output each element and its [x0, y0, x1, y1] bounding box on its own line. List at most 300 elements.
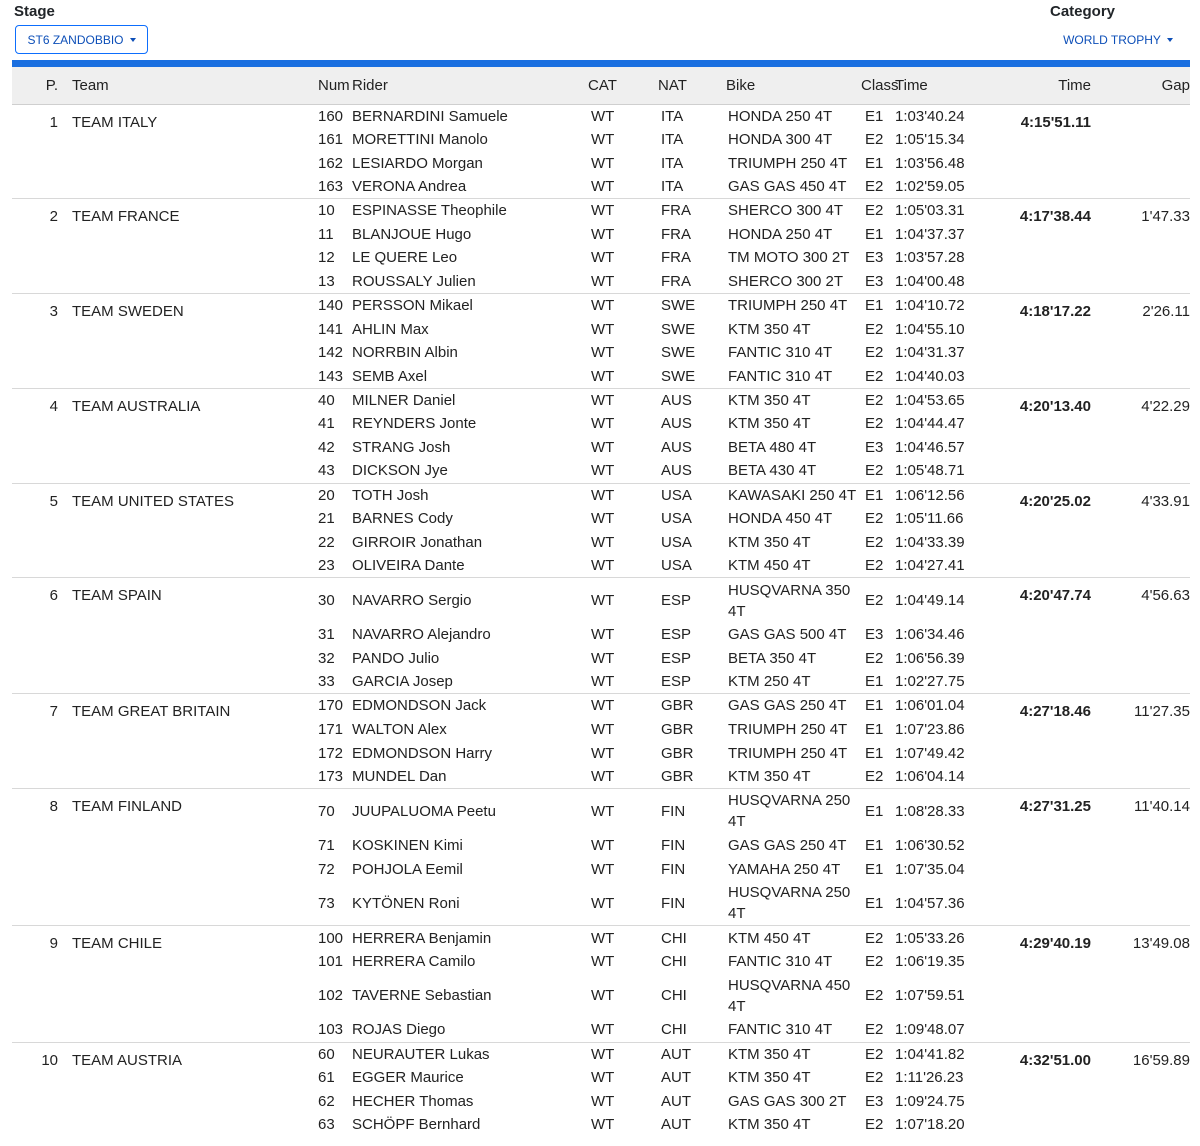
- rider-nationality: SWE: [661, 367, 696, 385]
- team-position: 2: [49, 208, 58, 226]
- rider-time: 1:06'19.35: [895, 952, 965, 970]
- rider-number: 22: [318, 533, 335, 551]
- team-gap: 2'26.11: [1142, 303, 1190, 320]
- rider-time: 1:03'57.28: [895, 249, 965, 267]
- table-row: [12, 926, 1190, 950]
- rider-class: E2: [865, 367, 884, 385]
- rider-number: 143: [318, 367, 344, 385]
- rider-number: 30: [318, 592, 335, 609]
- team-position: 6: [49, 587, 58, 605]
- col-header-nat: NAT: [658, 76, 687, 94]
- stage-label: Stage: [14, 3, 55, 20]
- rider-time: 1:04'53.65: [895, 391, 965, 409]
- rider-time: 1:04'57.36: [895, 894, 965, 912]
- rider-nationality: ESP: [661, 592, 692, 609]
- team-time: 4:17'38.44: [1019, 208, 1091, 226]
- rider-time: 1:03'40.24: [895, 107, 965, 125]
- rider-name: DICKSON Jye: [352, 462, 448, 480]
- team-position: 4: [49, 397, 58, 415]
- rider-class: E2: [865, 1045, 884, 1063]
- rider-bike: HUSQVARNA 250 4T: [728, 884, 851, 923]
- rider-category: WT: [591, 367, 615, 385]
- rider-category: WT: [591, 836, 615, 854]
- rider-nationality: AUT: [661, 1045, 691, 1063]
- rider-number: 101: [318, 952, 344, 970]
- rider-name: HECHER Thomas: [352, 1092, 474, 1110]
- rider-bike: FANTIC 310 4T: [728, 367, 833, 385]
- rider-nationality: GBR: [661, 720, 694, 738]
- rider-bike: KTM 250 4T: [728, 673, 811, 691]
- rider-number: 100: [318, 929, 344, 947]
- rider-name: LE QUERE Leo: [352, 249, 458, 267]
- team-time: 4:32'51.00: [1019, 1051, 1091, 1069]
- rider-category: WT: [591, 297, 615, 315]
- rider-bike: GAS GAS 450 4T: [728, 178, 847, 196]
- rider-bike: BETA 430 4T: [728, 462, 817, 480]
- rider-bike: BETA 350 4T: [728, 649, 817, 667]
- team-time: 4:20'13.40: [1019, 397, 1091, 415]
- rider-number: 42: [318, 438, 335, 456]
- rider-time: 1:02'59.05: [895, 178, 965, 196]
- rider-class: E2: [865, 987, 884, 1005]
- rider-category: WT: [591, 486, 615, 504]
- rider-nationality: AUT: [661, 1069, 691, 1087]
- rider-time: 1:04'40.03: [895, 367, 965, 385]
- rider-class: E2: [865, 592, 884, 609]
- rider-class: E1: [865, 894, 884, 912]
- rider-number: 62: [318, 1092, 335, 1110]
- rider-name: ESPINASSE Theophile: [352, 202, 507, 220]
- rider-nationality: FRA: [661, 225, 691, 243]
- rider-time: 1:04'37.37: [895, 225, 965, 243]
- rider-name: PANDO Julio: [352, 649, 440, 667]
- rider-nationality: ESP: [661, 673, 692, 691]
- team-position: 1: [49, 113, 58, 131]
- rider-time: 1:08'28.33: [895, 802, 965, 820]
- rider-name: TOTH Josh: [352, 486, 429, 504]
- team-gap: 1'47.33: [1141, 208, 1190, 226]
- rider-nationality: FIN: [661, 802, 686, 820]
- team-name: TEAM UNITED STATES: [72, 492, 234, 510]
- rider-bike: KTM 350 4T: [728, 767, 811, 785]
- rider-nationality: USA: [661, 533, 692, 551]
- rider-number: 170: [318, 697, 344, 715]
- rider-category: WT: [591, 673, 615, 691]
- results-table-container: [12, 60, 1190, 1137]
- rider-time: 1:04'00.48: [895, 272, 965, 290]
- rider-class: E3: [865, 626, 884, 644]
- rider-nationality: GBR: [661, 697, 694, 715]
- team-position: 8: [49, 798, 58, 816]
- table-accent-bar: [12, 60, 1190, 67]
- team-name: TEAM FRANCE: [72, 208, 180, 226]
- table-row: [12, 1042, 1190, 1066]
- rider-category: WT: [591, 1045, 615, 1063]
- rider-number: 162: [318, 154, 344, 172]
- rider-time: 1:05'03.31: [895, 202, 965, 220]
- rider-time: 1:04'49.14: [895, 592, 965, 609]
- rider-time: 1:07'49.42: [895, 744, 965, 762]
- rider-name: AHLIN Max: [352, 320, 429, 338]
- rider-nationality: USA: [661, 557, 692, 575]
- rider-name: SEMB Axel: [352, 367, 428, 385]
- results-table: [12, 67, 1190, 1137]
- rider-name: BERNARDINI Samuele: [352, 107, 508, 125]
- rider-time: 1:03'56.48: [895, 154, 965, 172]
- rider-category: WT: [591, 533, 615, 551]
- rider-category: WT: [591, 415, 615, 433]
- rider-number: 40: [318, 391, 335, 409]
- rider-category: WT: [591, 860, 615, 878]
- rider-class: E1: [865, 744, 884, 762]
- rider-bike: SHERCO 300 2T: [728, 272, 844, 290]
- col-header-class-time: Time: [895, 76, 928, 94]
- rider-category: WT: [591, 510, 615, 528]
- col-header-gap: Gap: [1161, 76, 1190, 94]
- rider-number: 43: [318, 462, 335, 480]
- rider-category: WT: [591, 697, 615, 715]
- team-time: 4:18'17.22: [1019, 303, 1091, 320]
- rider-nationality: AUS: [661, 391, 692, 409]
- rider-nationality: ESP: [661, 626, 692, 644]
- rider-nationality: FIN: [661, 894, 686, 912]
- rider-nationality: SWE: [661, 344, 696, 362]
- rider-nationality: ESP: [661, 649, 692, 667]
- rider-category: WT: [591, 462, 615, 480]
- rider-name: TAVERNE Sebastian: [352, 987, 492, 1005]
- rider-number: 32: [318, 649, 335, 667]
- rider-time: 1:06'30.52: [895, 836, 965, 854]
- team-time: 4:15'51.11: [1020, 113, 1091, 131]
- rider-time: 1:06'04.14: [895, 767, 965, 785]
- team-gap: 4'33.91: [1141, 492, 1190, 510]
- category-dropdown[interactable]: [1055, 25, 1181, 54]
- rider-class: E3: [865, 272, 884, 290]
- table-row: [12, 694, 1190, 718]
- rider-category: WT: [591, 107, 615, 125]
- rider-nationality: CHI: [661, 929, 687, 947]
- rider-class: E3: [865, 1092, 884, 1110]
- rider-bike: KTM 350 4T: [728, 1045, 811, 1063]
- rider-bike: HONDA 300 4T: [728, 131, 833, 149]
- rider-bike: HUSQVARNA 250 4T: [728, 792, 851, 831]
- rider-category: WT: [591, 131, 615, 149]
- rider-time: 1:06'12.56: [895, 486, 965, 504]
- rider-bike: TRIUMPH 250 4T: [728, 154, 848, 172]
- rider-category: WT: [591, 592, 615, 609]
- rider-class: E2: [865, 415, 884, 433]
- team-time: 4:29'40.19: [1019, 935, 1091, 953]
- rider-time: 1:04'55.10: [895, 320, 965, 338]
- rider-nationality: ITA: [661, 178, 684, 196]
- rider-name: EGGER Maurice: [352, 1069, 464, 1087]
- rider-nationality: FRA: [661, 249, 691, 267]
- rider-bike: HONDA 250 4T: [728, 225, 833, 243]
- rider-number: 172: [318, 744, 344, 762]
- rider-name: MUNDEL Dan: [352, 767, 447, 785]
- caret-down-icon: [1167, 38, 1173, 42]
- rider-number: 33: [318, 673, 335, 691]
- rider-time: 1:06'01.04: [895, 697, 965, 715]
- rider-bike: TRIUMPH 250 4T: [728, 744, 848, 762]
- rider-category: WT: [591, 272, 615, 290]
- rider-category: WT: [591, 1092, 615, 1110]
- rider-time: 1:07'23.86: [895, 720, 965, 738]
- rider-time: 1:07'35.04: [895, 860, 965, 878]
- rider-number: 11: [318, 225, 334, 243]
- team-time: 4:20'47.74: [1019, 587, 1091, 605]
- rider-name: MORETTINI Manolo: [352, 131, 488, 149]
- rider-category: WT: [591, 557, 615, 575]
- rider-class: E2: [865, 1069, 884, 1087]
- rider-name: GARCIA Josep: [352, 673, 453, 691]
- rider-name: HERRERA Camilo: [352, 952, 476, 970]
- rider-bike: KTM 350 4T: [728, 1069, 811, 1087]
- rider-name: STRANG Josh: [352, 438, 451, 456]
- rider-bike: KTM 350 4T: [728, 533, 811, 551]
- rider-nationality: FIN: [661, 860, 686, 878]
- rider-time: 1:02'27.75: [895, 673, 965, 691]
- rider-class: E1: [865, 107, 884, 125]
- rider-number: 73: [318, 894, 335, 912]
- rider-category: WT: [591, 720, 615, 738]
- caret-down-icon: [130, 38, 136, 42]
- rider-name: OLIVEIRA Dante: [352, 557, 465, 575]
- rider-nationality: CHI: [661, 1021, 687, 1039]
- rider-nationality: USA: [661, 486, 692, 504]
- rider-nationality: AUT: [661, 1092, 691, 1110]
- table-row: [12, 483, 1190, 507]
- rider-bike: KAWASAKI 250 4T: [728, 486, 857, 504]
- rider-class: E2: [865, 202, 884, 220]
- rider-class: E1: [865, 486, 884, 504]
- rider-number: 21: [318, 510, 335, 528]
- rider-class: E2: [865, 510, 884, 528]
- rider-bike: KTM 350 4T: [728, 391, 811, 409]
- rider-name: GIRROIR Jonathan: [352, 533, 483, 551]
- rider-class: E2: [865, 1116, 884, 1134]
- rider-category: WT: [591, 626, 615, 644]
- rider-category: WT: [591, 320, 615, 338]
- rider-bike: GAS GAS 250 4T: [728, 697, 847, 715]
- rider-bike: GAS GAS 500 4T: [728, 626, 847, 644]
- rider-number: 10: [318, 202, 335, 220]
- rider-number: 160: [318, 107, 344, 125]
- rider-category: WT: [591, 929, 615, 947]
- rider-category: WT: [591, 249, 615, 267]
- rider-name: POHJOLA Eemil: [352, 860, 463, 878]
- col-header-cat: CAT: [588, 76, 617, 94]
- rider-class: E1: [865, 836, 884, 854]
- rider-number: 63: [318, 1116, 335, 1134]
- rider-number: 31: [318, 626, 335, 644]
- rider-class: E1: [865, 154, 884, 172]
- rider-class: E2: [865, 131, 884, 149]
- rider-class: E2: [865, 533, 884, 551]
- team-time: 4:27'18.46: [1019, 703, 1091, 721]
- rider-nationality: GBR: [661, 767, 694, 785]
- rider-category: WT: [591, 178, 615, 196]
- table-row: [12, 199, 1190, 223]
- rider-category: WT: [591, 344, 615, 362]
- rider-class: E2: [865, 178, 884, 196]
- table-header-row: [12, 67, 1190, 104]
- rider-class: E1: [865, 802, 884, 820]
- rider-category: WT: [591, 894, 615, 912]
- rider-name: REYNDERS Jonte: [352, 415, 477, 433]
- rider-category: WT: [591, 767, 615, 785]
- rider-bike: SHERCO 300 4T: [728, 202, 844, 220]
- rider-name: VERONA Andrea: [352, 178, 467, 196]
- team-position: 7: [49, 703, 58, 721]
- rider-time: 1:04'44.47: [895, 415, 965, 433]
- rider-category: WT: [591, 438, 615, 456]
- team-name: TEAM GREAT BRITAIN: [72, 703, 231, 721]
- rider-time: 1:09'48.07: [895, 1021, 965, 1039]
- rider-class: E1: [865, 225, 884, 243]
- team-time: 4:20'25.02: [1019, 492, 1091, 510]
- rider-name: EDMONDSON Harry: [352, 744, 493, 762]
- rider-class: E1: [865, 673, 884, 691]
- rider-bike: KTM 450 4T: [728, 557, 811, 575]
- rider-bike: KTM 350 4T: [728, 320, 811, 338]
- team-gap: 4'22.29: [1141, 397, 1190, 415]
- rider-number: 72: [318, 860, 335, 878]
- team-position: 10: [41, 1051, 58, 1069]
- rider-bike: KTM 450 4T: [728, 929, 811, 947]
- rider-number: 41: [318, 415, 335, 433]
- rider-time: 1:04'33.39: [895, 533, 965, 551]
- rider-name: ROUSSALY Julien: [352, 272, 476, 290]
- rider-name: WALTON Alex: [352, 720, 447, 738]
- rider-nationality: ITA: [661, 154, 684, 172]
- col-header-pos: P.: [45, 76, 58, 94]
- team-gap: 13'49.08: [1132, 935, 1190, 953]
- rider-number: 140: [318, 297, 344, 315]
- rider-name: NORRBIN Albin: [352, 344, 458, 362]
- col-header-rider: Rider: [352, 76, 388, 94]
- team-position: 9: [49, 935, 58, 953]
- rider-bike: GAS GAS 250 4T: [728, 836, 847, 854]
- rider-time: 1:05'48.71: [895, 462, 965, 480]
- rider-time: 1:07'59.51: [895, 987, 965, 1005]
- rider-category: WT: [591, 802, 615, 820]
- team-name: TEAM ITALY: [72, 113, 158, 131]
- team-position: 5: [49, 492, 58, 510]
- rider-category: WT: [591, 952, 615, 970]
- rider-name: HERRERA Benjamin: [352, 929, 492, 947]
- rider-number: 171: [318, 720, 344, 738]
- rider-name: SCHÖPF Bernhard: [352, 1116, 481, 1134]
- rider-name: MILNER Daniel: [352, 391, 456, 409]
- rider-category: WT: [591, 1069, 615, 1087]
- rider-time: 1:04'46.57: [895, 438, 965, 456]
- rider-name: KOSKINEN Kimi: [352, 836, 463, 854]
- team-gap: 11'40.14: [1134, 798, 1190, 816]
- rider-bike: BETA 480 4T: [728, 438, 817, 456]
- rider-nationality: CHI: [661, 952, 687, 970]
- rider-name: BLANJOUE Hugo: [352, 225, 472, 243]
- rider-number: 71: [318, 836, 335, 854]
- rider-time: 1:04'27.41: [895, 557, 965, 575]
- rider-nationality: FIN: [661, 836, 686, 854]
- rider-name: KYTÖNEN Roni: [352, 894, 460, 912]
- rider-class: E2: [865, 767, 884, 785]
- rider-category: WT: [591, 649, 615, 667]
- rider-name: PERSSON Mikael: [352, 297, 473, 315]
- rider-bike: TM MOTO 300 2T: [728, 249, 850, 267]
- rider-class: E1: [865, 297, 884, 315]
- table-row: [12, 789, 1190, 834]
- col-header-team: Team: [72, 76, 109, 94]
- rider-bike: HUSQVARNA 350 4T: [728, 581, 851, 620]
- rider-nationality: AUS: [661, 438, 692, 456]
- col-header-time: Time: [1058, 76, 1091, 94]
- stage-dropdown-value: ST6 ZANDOBBIO: [27, 32, 124, 47]
- rider-name: NAVARRO Sergio: [352, 592, 472, 609]
- rider-class: E2: [865, 320, 884, 338]
- rider-time: 1:06'56.39: [895, 649, 965, 667]
- rider-number: 103: [318, 1021, 344, 1039]
- rider-nationality: GBR: [661, 744, 694, 762]
- rider-number: 142: [318, 344, 344, 362]
- rider-number: 141: [318, 320, 344, 338]
- rider-nationality: AUT: [661, 1116, 691, 1134]
- rider-bike: KTM 350 4T: [728, 415, 811, 433]
- rider-time: 1:06'34.46: [895, 626, 965, 644]
- rider-category: WT: [591, 154, 615, 172]
- rider-number: 173: [318, 767, 344, 785]
- team-gap: 4'56.63: [1141, 587, 1190, 605]
- rider-nationality: ITA: [661, 107, 684, 125]
- table-row: [12, 578, 1190, 623]
- rider-bike: TRIUMPH 250 4T: [728, 720, 848, 738]
- rider-name: LESIARDO Morgan: [352, 154, 483, 172]
- rider-class: E1: [865, 720, 884, 738]
- rider-number: 102: [318, 987, 344, 1005]
- table-row: [12, 104, 1190, 128]
- rider-nationality: SWE: [661, 320, 696, 338]
- team-name: TEAM SPAIN: [72, 587, 162, 605]
- rider-nationality: FRA: [661, 202, 691, 220]
- rider-category: WT: [591, 1116, 615, 1134]
- rider-bike: FANTIC 310 4T: [728, 344, 833, 362]
- rider-class: E2: [865, 1021, 884, 1039]
- col-header-num: Num: [318, 76, 350, 94]
- rider-time: 1:05'11.66: [895, 510, 964, 528]
- rider-name: JUUPALUOMA Peetu: [352, 802, 496, 820]
- team-position: 3: [49, 303, 58, 320]
- team-time: 4:27'31.25: [1019, 798, 1091, 816]
- rider-time: 1:04'10.72: [895, 297, 965, 315]
- rider-nationality: CHI: [661, 987, 687, 1005]
- stage-dropdown[interactable]: [15, 25, 148, 54]
- rider-nationality: AUS: [661, 462, 692, 480]
- rider-class: E1: [865, 697, 884, 715]
- rider-category: WT: [591, 202, 615, 220]
- rider-category: WT: [591, 744, 615, 762]
- rider-class: E2: [865, 952, 884, 970]
- rider-class: E2: [865, 649, 884, 667]
- rider-bike: HONDA 450 4T: [728, 510, 833, 528]
- col-header-bike: Bike: [726, 76, 756, 94]
- rider-number: 61: [318, 1069, 335, 1087]
- rider-bike: TRIUMPH 250 4T: [728, 297, 848, 315]
- rider-time: 1:04'41.82: [895, 1045, 965, 1063]
- rider-nationality: USA: [661, 510, 692, 528]
- rider-class: E2: [865, 344, 884, 362]
- rider-name: NEURAUTER Lukas: [352, 1045, 490, 1063]
